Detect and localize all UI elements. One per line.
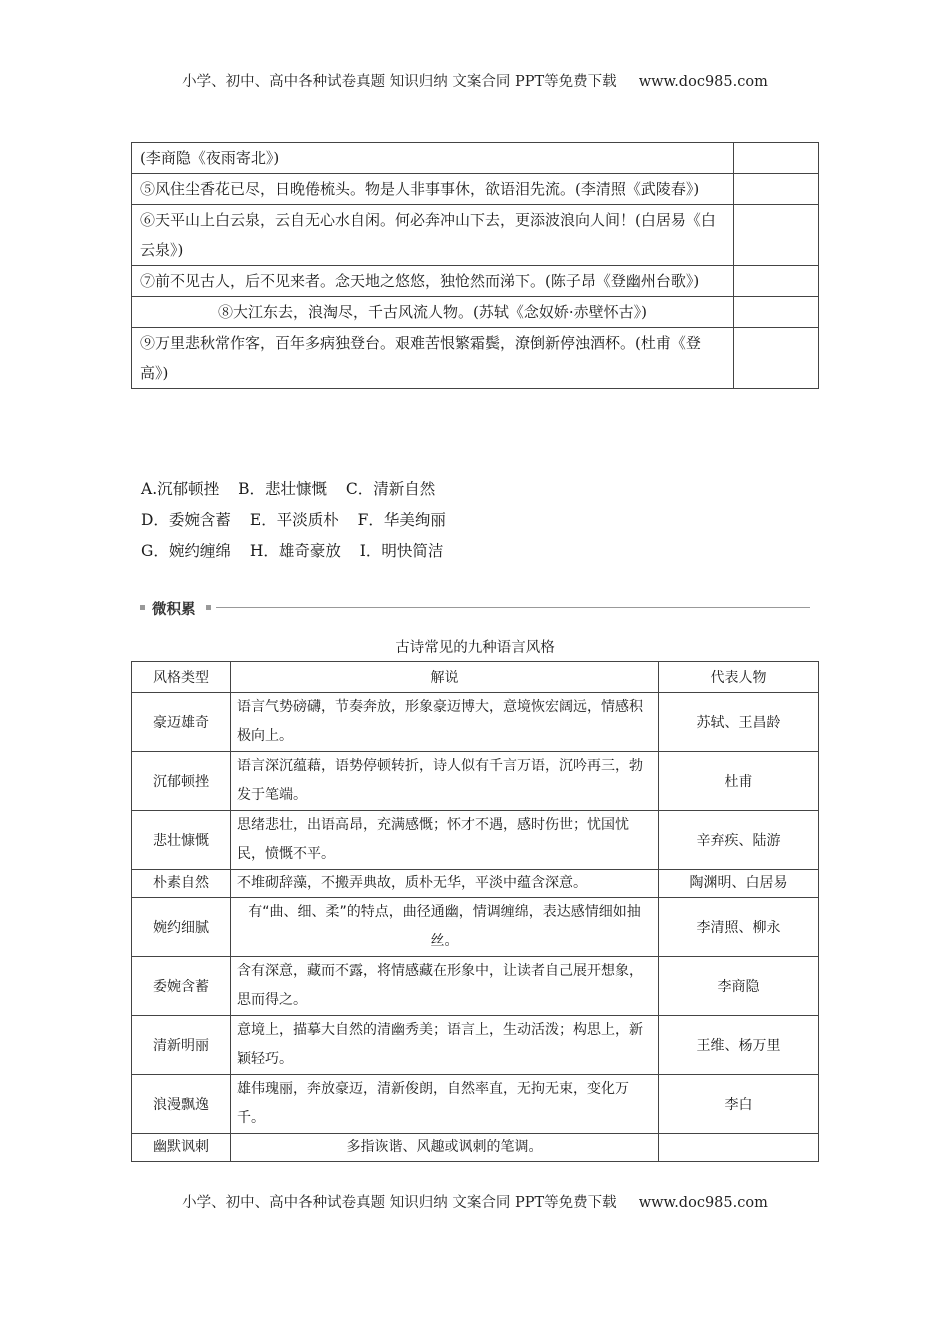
options-row — [141, 536, 460, 567]
table-row — [132, 957, 819, 1016]
style-people: 陶渊明、白居易 — [659, 870, 819, 898]
poem-row — [132, 297, 819, 328]
page-header — [0, 70, 950, 91]
poem-row — [132, 174, 819, 205]
style-type: 豪迈雄奇 — [132, 693, 231, 752]
poem-table — [131, 142, 819, 389]
table-row — [132, 1075, 819, 1134]
style-people: 李商隐 — [659, 957, 819, 1016]
footer-text: 小学、初中、高中各种试卷真题 知识归纳 文案合同 PPT等免费下载 — [182, 1195, 617, 1211]
style-desc: 语言深沉蕴藉，语势停顿转折，诗人似有千言万语，沉吟再三，勃发于笔端。 — [231, 752, 659, 811]
option: D．委婉含蓄 — [141, 511, 231, 529]
answer-cell[interactable] — [734, 174, 819, 205]
style-people: 苏轼、王昌龄 — [659, 693, 819, 752]
style-type: 沉郁顿挫 — [132, 752, 231, 811]
poem-row — [132, 328, 819, 389]
table-row — [132, 898, 819, 957]
answer-cell[interactable] — [734, 205, 819, 266]
table-row — [132, 811, 819, 870]
style-desc: 雄伟瑰丽，奔放豪迈，清新俊朗，自然率直，无拘无束，变化万千。 — [231, 1075, 659, 1134]
style-people: 李白 — [659, 1075, 819, 1134]
column-header: 风格类型 — [132, 662, 231, 693]
table-row — [132, 1016, 819, 1075]
option: G．婉约缠绵 — [141, 542, 231, 560]
column-header: 解说 — [231, 662, 659, 693]
style-desc: 不堆砌辞藻，不搬弄典故，质朴无华，平淡中蕴含深意。 — [231, 870, 659, 898]
style-type: 清新明丽 — [132, 1016, 231, 1075]
poem-text: ⑥天平山上白云泉，云自无心水自闲。何必奔冲山下去，更添波浪向人间！(白居易《白云泉》) — [132, 205, 734, 266]
option: I．明快简洁 — [359, 542, 444, 560]
style-people: 李清照、柳永 — [659, 898, 819, 957]
style-type: 委婉含蓄 — [132, 957, 231, 1016]
column-header: 代表人物 — [659, 662, 819, 693]
table-row — [132, 752, 819, 811]
style-desc: 意境上，描摹大自然的清幽秀美；语言上，生动活泼；构思上，新颖轻巧。 — [231, 1016, 659, 1075]
section-title: 微积累 — [152, 602, 196, 618]
table-row — [132, 1134, 819, 1162]
footer-url[interactable]: www.doc985.com — [638, 1195, 768, 1211]
answer-cell[interactable] — [734, 143, 819, 174]
answer-cell[interactable] — [734, 297, 819, 328]
style-people — [659, 1134, 819, 1162]
table-header-row — [132, 662, 819, 693]
poem-text: ⑦前不见古人，后不见来者。念天地之悠悠，独怆然而涕下。(陈子昂《登幽州台歌》) — [132, 266, 734, 297]
bullet-square-icon — [206, 605, 211, 610]
poem-text: (李商隐《夜雨寄北》) — [132, 143, 734, 174]
table-row — [132, 693, 819, 752]
poem-row — [132, 205, 819, 266]
style-type: 婉约细腻 — [132, 898, 231, 957]
options-row — [141, 505, 460, 536]
style-desc: 多指诙谐、风趣或讽刺的笔调。 — [231, 1134, 659, 1162]
style-desc: 含有深意，藏而不露，将情感藏在形象中，让读者自己展开想象，思而得之。 — [231, 957, 659, 1016]
style-people: 辛弃疾、陆游 — [659, 811, 819, 870]
poem-text: ⑨万里悲秋常作客，百年多病独登台。艰难苦恨繁霜鬓，潦倒新停浊酒杯。(杜甫《登高》) — [132, 328, 734, 389]
poem-text: ⑧大江东去，浪淘尽，千古风流人物。(苏轼《念奴娇·赤壁怀古》) — [132, 297, 734, 328]
section-header — [140, 598, 810, 618]
option: C．清新自然 — [345, 480, 436, 498]
poem-row — [132, 143, 819, 174]
option: H．雄奇豪放 — [249, 542, 341, 560]
style-desc: 思绪悲壮，出语高昂，充满感慨；怀才不遇，感时伤世；忧国忧民，愤慨不平。 — [231, 811, 659, 870]
table-title: 古诗常见的九种语言风格 — [395, 640, 555, 656]
answer-cell[interactable] — [734, 266, 819, 297]
header-url[interactable]: www.doc985.com — [638, 74, 768, 90]
option: B．悲壮慷慨 — [238, 480, 327, 498]
answer-cell[interactable] — [734, 328, 819, 389]
style-type: 朴素自然 — [132, 870, 231, 898]
style-desc: 有“曲、细、柔”的特点，曲径通幽，情调缠绵，表达感情细如抽丝。 — [231, 898, 659, 957]
option: A.沉郁顿挫 — [141, 480, 220, 498]
style-table — [131, 661, 819, 1162]
poem-text: ⑤风住尘香花已尽，日晚倦梳头。物是人非事事休，欲语泪先流。(李清照《武陵春》) — [132, 174, 734, 205]
options-row — [141, 474, 460, 505]
style-type: 幽默讽刺 — [132, 1134, 231, 1162]
style-type: 悲壮慷慨 — [132, 811, 231, 870]
bullet-square-icon — [140, 605, 145, 610]
style-desc: 语言气势磅礴，节奏奔放，形象豪迈博大，意境恢宏阔远，情感积极向上。 — [231, 693, 659, 752]
section-divider — [216, 607, 810, 608]
style-type: 浪漫飘逸 — [132, 1075, 231, 1134]
style-people: 王维、杨万里 — [659, 1016, 819, 1075]
answer-options — [141, 474, 460, 567]
page-footer — [0, 1191, 950, 1212]
poem-row — [132, 266, 819, 297]
header-text: 小学、初中、高中各种试卷真题 知识归纳 文案合同 PPT等免费下载 — [182, 74, 617, 90]
option: E．平淡质朴 — [249, 511, 339, 529]
table-row — [132, 870, 819, 898]
option: F．华美绚丽 — [357, 511, 446, 529]
style-people: 杜甫 — [659, 752, 819, 811]
